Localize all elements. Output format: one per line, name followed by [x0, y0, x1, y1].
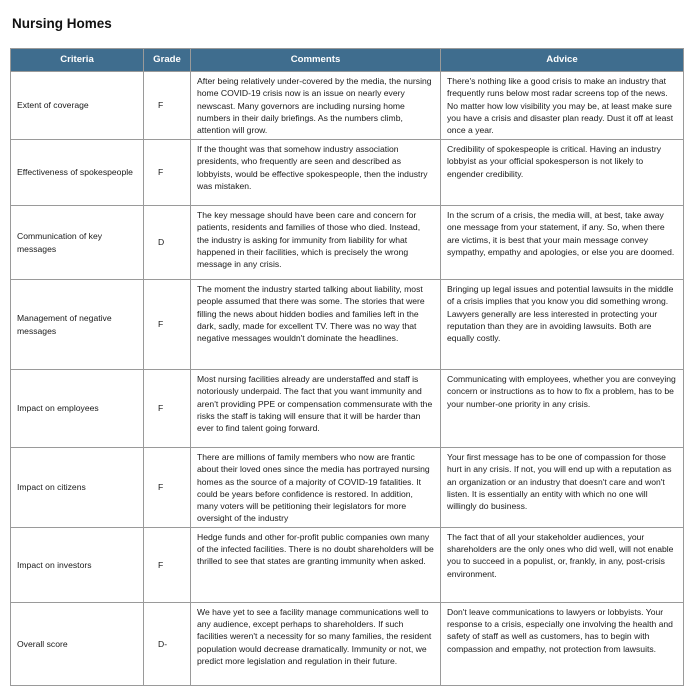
grade-table — [10, 48, 684, 686]
table-row — [11, 140, 684, 206]
criteria-header: Criteria — [11, 49, 144, 72]
criteria-cell: Effectiveness of spokespeople — [11, 140, 144, 206]
criteria-cell: Extent of coverage — [11, 72, 144, 140]
advice-cell: In the scrum of a crisis, the media will, at best, take away one message from your statement, if any. So, when there are victims, it is best that your main message convey sympathy, empathy and apologies, or else you are doomed. — [441, 206, 684, 280]
comments-cell: There are millions of family members who now are frantic about their loved ones since the media has portrayed nursing homes as the source of a majority of COVID-19 fatalities. It could be years before confidence is restored. In addition, many voters will be petitioning their legislators for more oversight of the industry — [191, 448, 441, 528]
comments-cell: Most nursing facilities already are understaffed and staff is notoriously underpaid. The fact that you want immunity and aren't providing PPE or compensation commensurate with the risks the staff is taking will ensure that it will be harder than ever to find talent going forward. — [191, 370, 441, 448]
comments-cell: We have yet to see a facility manage communications well to any audience, except perhaps to shareholders. If such facilities weren't a necessity for so many families, the resident population would decrease dramatically. Immunity or not, we predict more legislation and regulation in their future. — [191, 602, 441, 685]
comments-cell: If the thought was that somehow industry association presidents, who frequently are seen and described as lobbyists, would be effective spokespeople, then the industry was mistaken. — [191, 140, 441, 206]
criteria-cell: Impact on investors — [11, 527, 144, 602]
criteria-cell: Impact on employees — [11, 370, 144, 448]
criteria-cell: Impact on citizens — [11, 448, 144, 528]
grade-cell: F — [144, 140, 191, 206]
advice-cell: Bringing up legal issues and potential lawsuits in the middle of a crisis implies that you know you did something wrong. Lawyers generally are less interested in protecting your reputation than they are in avoiding lawsuits. Both are equally costly. — [441, 280, 684, 370]
grade-cell: F — [144, 280, 191, 370]
criteria-cell: Communication of key messages — [11, 206, 144, 280]
table-row — [11, 527, 684, 602]
grade-cell: F — [144, 527, 191, 602]
comments-cell: After being relatively under-covered by the media, the nursing home COVID-19 crisis now is an issue on nearly every newscast. Many governors are including nursing home numbers in their daily briefings. As the numbers climb, attention will grow. — [191, 72, 441, 140]
grade-cell: F — [144, 72, 191, 140]
table-row — [11, 206, 684, 280]
table-body — [11, 72, 684, 686]
table-row — [11, 72, 684, 140]
table-row — [11, 448, 684, 528]
advice-cell: Communicating with employees, whether you are conveying concern or instructions as to how to fix a problem, has to be your number-one priority in any crisis. — [441, 370, 684, 448]
table-row — [11, 280, 684, 370]
advice-cell: The fact that of all your stakeholder audiences, your shareholders are the only ones who did well, will not enable you to succeed in a populist, or, frankly, in any, post-crisis environment. — [441, 527, 684, 602]
criteria-cell: Management of negative messages — [11, 280, 144, 370]
page-title: Nursing Homes — [12, 16, 112, 31]
criteria-cell: Overall score — [11, 602, 144, 685]
table-row — [11, 602, 684, 685]
advice-header: Advice — [441, 49, 684, 72]
advice-cell: Don't leave communications to lawyers or lobbyists. Your response to a crisis, especially one involving the health and safety of staff as well as customers, has to begin with compassion and empathy, not protection from lawsuits. — [441, 602, 684, 685]
grade-cell: D — [144, 206, 191, 280]
grade-cell: F — [144, 448, 191, 528]
advice-cell: Your first message has to be one of compassion for those hurt in any crisis. If not, you will end up with a reputation as an organization or an industry that doesn't care and won't listen. It is essentially an entity with which no one will willingly do business. — [441, 448, 684, 528]
table-row — [11, 370, 684, 448]
grade-cell: F — [144, 370, 191, 448]
grade-header: Grade — [144, 49, 191, 72]
header-row — [11, 49, 684, 72]
table-header — [11, 49, 684, 72]
comments-cell: The moment the industry started talking about liability, most people assumed that there was some. The stories that were filling the news about hidden bodies and families left in the dark, sadly, made for excellent TV. There was no way that negative messages wouldn't dominate the headlines. — [191, 280, 441, 370]
comments-cell: Hedge funds and other for-profit public companies own many of the infected facilities. There is no doubt shareholders will be thrilled to see that states are granting immunity when asked. — [191, 527, 441, 602]
comments-cell: The key message should have been care and concern for patients, residents and families of those who died. Instead, the industry is asking for immunity from liability for what happened in their facilities, which is precisely the wrong message in any crisis. — [191, 206, 441, 280]
comments-header: Comments — [191, 49, 441, 72]
advice-cell: There's nothing like a good crisis to make an industry that frequently runs below most radar screens top of the news. No matter how low visibility you may be, at least make sure you have a crisis and disaster plan ready. Dust it off at least once a year. — [441, 72, 684, 140]
grade-cell: D- — [144, 602, 191, 685]
advice-cell: Credibility of spokespeople is critical. Having an industry lobbyist as your official spokesperson is not likely to engender credibility. — [441, 140, 684, 206]
